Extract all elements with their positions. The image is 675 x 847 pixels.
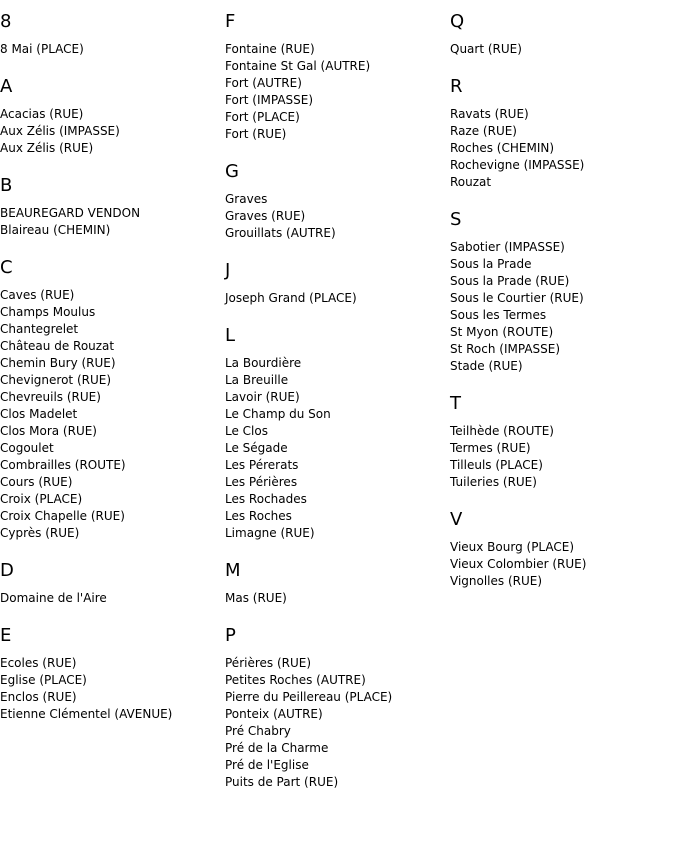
street-link[interactable]: Fontaine St Gal (AUTRE) [225, 59, 371, 73]
letter-section [225, 324, 445, 542]
street-list [225, 655, 445, 791]
section-letter-heading: D [0, 560, 14, 581]
street-list [450, 539, 670, 590]
street-link[interactable]: Champs Moulus [0, 305, 96, 319]
street-link[interactable]: Acacias (RUE) [0, 107, 84, 121]
street-link[interactable]: Aux Zélis (RUE) [0, 141, 94, 155]
street-link[interactable]: Le Champ du Son [225, 407, 331, 421]
street-link[interactable]: Fort (RUE) [225, 127, 287, 141]
street-list [0, 287, 220, 542]
street-link[interactable]: Joseph Grand (PLACE) [225, 291, 357, 305]
street-link[interactable]: Sous les Termes [450, 308, 547, 322]
street-link[interactable]: Rochevigne (IMPASSE) [450, 158, 585, 172]
street-link[interactable]: Périères (RUE) [225, 656, 312, 670]
street-link[interactable]: Fort (AUTRE) [225, 76, 302, 90]
street-link[interactable]: Raze (RUE) [450, 124, 517, 138]
street-link[interactable]: Enclos (RUE) [0, 690, 77, 704]
street-link[interactable]: Lavoir (RUE) [225, 390, 300, 404]
street-link[interactable]: Eglise (PLACE) [0, 673, 87, 687]
letter-section [0, 624, 220, 723]
street-link[interactable]: Le Ségade [225, 441, 288, 455]
section-letter-heading: S [450, 209, 462, 230]
street-link[interactable]: Clos Madelet [0, 407, 78, 421]
letter-section [450, 508, 670, 590]
street-link[interactable]: Pré de l'Eglise [225, 758, 309, 772]
street-link[interactable]: Les Pérerats [225, 458, 299, 472]
street-link[interactable]: Combrailles (ROUTE) [0, 458, 126, 472]
street-link[interactable]: Ponteix (AUTRE) [225, 707, 323, 721]
section-letter-heading: F [225, 11, 236, 32]
street-link[interactable]: Stade (RUE) [450, 359, 523, 373]
street-link[interactable]: 8 Mai (PLACE) [0, 42, 84, 56]
letter-section [0, 10, 220, 58]
street-link[interactable]: Petites Roches (AUTRE) [225, 673, 366, 687]
street-link[interactable]: Chemin Bury (RUE) [0, 356, 116, 370]
section-letter-heading: B [0, 175, 13, 196]
street-link[interactable]: Sabotier (IMPASSE) [450, 240, 565, 254]
street-link[interactable]: Pré de la Charme [225, 741, 329, 755]
street-link[interactable]: Les Périères [225, 475, 298, 489]
street-list [450, 239, 670, 375]
street-link[interactable]: Sous la Prade [450, 257, 532, 271]
street-link[interactable]: Château de Rouzat [0, 339, 115, 353]
section-letter-heading: R [450, 76, 463, 97]
street-link[interactable]: BEAUREGARD VENDON [0, 206, 141, 220]
street-link[interactable]: Chantegrelet [0, 322, 79, 336]
street-link[interactable]: Croix (PLACE) [0, 492, 83, 506]
street-link[interactable]: St Roch (IMPASSE) [450, 342, 561, 356]
street-list [450, 106, 670, 191]
street-index-column-3 [450, 10, 670, 607]
section-letter-heading: C [0, 257, 13, 278]
street-link[interactable]: Roches (CHEMIN) [450, 141, 555, 155]
street-link[interactable]: Pierre du Peillereau (PLACE) [225, 690, 393, 704]
street-link[interactable]: Fort (IMPASSE) [225, 93, 314, 107]
street-link[interactable]: Fontaine (RUE) [225, 42, 315, 56]
section-letter-heading: P [225, 625, 236, 646]
street-list [0, 205, 220, 239]
street-link[interactable]: La Breuille [225, 373, 289, 387]
street-list [0, 590, 220, 607]
letter-section [0, 256, 220, 542]
section-letter-heading: J [225, 260, 231, 281]
street-list [450, 41, 670, 58]
street-link[interactable]: Rouzat [450, 175, 492, 189]
street-link[interactable]: Graves (RUE) [225, 209, 306, 223]
street-link[interactable]: La Bourdière [225, 356, 302, 370]
street-index-column-1 [0, 10, 220, 740]
street-link[interactable]: Termes (RUE) [450, 441, 531, 455]
street-list [225, 290, 445, 307]
letter-section [0, 559, 220, 607]
street-list [0, 655, 220, 723]
section-letter-heading: 8 [0, 11, 12, 32]
street-list [225, 590, 445, 607]
street-link[interactable]: St Myon (ROUTE) [450, 325, 554, 339]
section-letter-heading: L [225, 325, 236, 346]
letter-section [450, 392, 670, 491]
street-link[interactable]: Pré Chabry [225, 724, 291, 738]
letter-section [225, 160, 445, 242]
letter-section [450, 208, 670, 375]
street-link[interactable]: Puits de Part (RUE) [225, 775, 339, 789]
street-link[interactable]: Etienne Clémentel (AVENUE) [0, 707, 173, 721]
section-letter-heading: T [450, 393, 461, 414]
letter-section [0, 174, 220, 239]
letter-section [225, 10, 445, 143]
letter-section [225, 559, 445, 607]
letter-section [225, 259, 445, 307]
street-link[interactable]: Sous le Courtier (RUE) [450, 291, 584, 305]
street-link[interactable]: Les Rochades [225, 492, 307, 506]
section-letter-heading: A [0, 76, 13, 97]
street-list [0, 106, 220, 157]
street-link[interactable]: Graves [225, 192, 268, 206]
street-link[interactable]: Aux Zélis (IMPASSE) [0, 124, 120, 138]
street-index-column-2 [225, 10, 445, 808]
street-list [225, 41, 445, 143]
section-letter-heading: E [0, 625, 12, 646]
letter-section [450, 75, 670, 191]
street-link[interactable]: Fort (PLACE) [225, 110, 300, 124]
street-link[interactable]: Cours (RUE) [0, 475, 73, 489]
street-link[interactable]: Tilleuls (PLACE) [450, 458, 543, 472]
street-link[interactable]: Chevreuils (RUE) [0, 390, 101, 404]
street-link[interactable]: Quart (RUE) [450, 42, 522, 56]
street-link[interactable]: Grouillats (AUTRE) [225, 226, 336, 240]
street-link[interactable]: Blaireau (CHEMIN) [0, 223, 111, 237]
street-link[interactable]: Caves (RUE) [0, 288, 75, 302]
section-letter-heading: V [450, 509, 463, 530]
street-link[interactable]: Cyprès (RUE) [0, 526, 80, 540]
street-link[interactable]: Chevignerot (RUE) [0, 373, 112, 387]
street-link[interactable]: Ravats (RUE) [450, 107, 529, 121]
street-list [225, 191, 445, 242]
letter-section [0, 75, 220, 157]
street-link[interactable]: Tuileries (RUE) [450, 475, 537, 489]
street-list [225, 355, 445, 542]
street-link[interactable]: Sous la Prade (RUE) [450, 274, 570, 288]
street-list [450, 423, 670, 491]
street-link[interactable]: Les Roches [225, 509, 292, 523]
section-letter-heading: M [225, 560, 241, 581]
street-link[interactable]: Vieux Colombier (RUE) [450, 557, 587, 571]
street-link[interactable]: Limagne (RUE) [225, 526, 315, 540]
street-link[interactable]: Teilhède (ROUTE) [450, 424, 554, 438]
street-link[interactable]: Cogoulet [0, 441, 54, 455]
street-link[interactable]: Clos Mora (RUE) [0, 424, 97, 438]
street-link[interactable]: Ecoles (RUE) [0, 656, 77, 670]
street-link[interactable]: Domaine de l'Aire [0, 591, 107, 605]
letter-section [450, 10, 670, 58]
street-link[interactable]: Le Clos [225, 424, 268, 438]
street-list [0, 41, 220, 58]
letter-section [225, 624, 445, 791]
street-link[interactable]: Croix Chapelle (RUE) [0, 509, 125, 523]
section-letter-heading: G [225, 161, 239, 182]
street-link[interactable]: Vignolles (RUE) [450, 574, 543, 588]
street-link[interactable]: Vieux Bourg (PLACE) [450, 540, 575, 554]
section-letter-heading: Q [450, 11, 465, 32]
street-link[interactable]: Mas (RUE) [225, 591, 287, 605]
